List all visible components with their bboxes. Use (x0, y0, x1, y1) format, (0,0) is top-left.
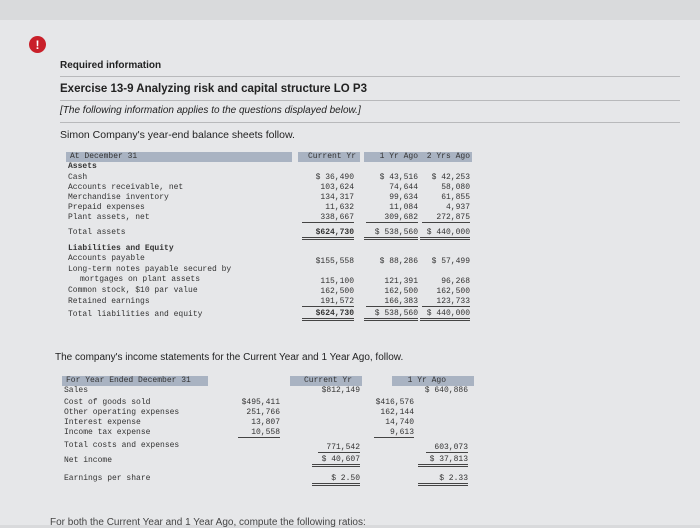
cell: 121,391 (384, 277, 418, 286)
cell: $ 40,607 (312, 455, 360, 467)
row-label: Prepaid expenses (68, 203, 145, 212)
alert-icon: ! (29, 36, 46, 53)
cell: $624,730 (302, 309, 354, 321)
cell: 9,613 (374, 428, 414, 438)
cell: 58,080 (441, 183, 470, 192)
row-label: Common stock, $10 par value (68, 286, 198, 295)
cell: $155,558 (315, 257, 354, 266)
exercise-title: Exercise 13-9 Analyzing risk and capital structure LO P3 (60, 83, 368, 95)
cell: $ 2.50 (312, 474, 360, 486)
row-label: Total assets (68, 228, 126, 237)
row-label: Retained earnings (68, 297, 150, 306)
row-label: Cost of goods sold (64, 398, 151, 407)
cell: $ 640,886 (424, 386, 468, 395)
divider (60, 122, 680, 123)
divider (60, 100, 680, 101)
row-label: Net income (64, 456, 113, 465)
cell: $ 440,000 (420, 228, 470, 240)
cell: $ 538,560 (364, 309, 418, 321)
col-1yr: 1 Yr Ago (407, 376, 446, 385)
row-label: Other operating expenses (64, 408, 180, 417)
cell: 338,667 (302, 213, 354, 223)
income-intro-text: The company's income statements for the Current Year and 1 Year Ago, follow. (55, 352, 404, 363)
row-label: Sales (64, 386, 89, 395)
cell: $ 2.33 (418, 474, 468, 486)
cell: 11,632 (325, 203, 354, 212)
cell: 14,740 (385, 418, 414, 427)
col-2yr: 2 Yrs Ago (426, 152, 470, 161)
cell: 74,644 (389, 183, 418, 192)
col-current: Current Yr (303, 376, 352, 385)
cell: 123,733 (422, 297, 470, 307)
cell: 309,682 (366, 213, 418, 223)
cell: $812,149 (321, 386, 360, 395)
row-label: Earnings per share (64, 474, 151, 483)
liab-equity-label: Liabilities and Equity (68, 244, 174, 253)
cell: $624,730 (302, 228, 354, 240)
cell: $ 43,516 (379, 173, 418, 182)
cell: 162,500 (436, 287, 470, 296)
cell: 272,875 (422, 213, 470, 223)
cell: $ 36,490 (315, 173, 354, 182)
cell: 103,624 (320, 183, 354, 192)
col-current: Current Yr (307, 152, 356, 161)
cell: 96,268 (441, 277, 470, 286)
balance-sheet-table (66, 152, 476, 327)
cell: 166,383 (366, 297, 418, 307)
cell: $ 88,286 (379, 257, 418, 266)
cell: 99,634 (389, 193, 418, 202)
cell: $ 42,253 (431, 173, 470, 182)
required-info-heading: Required information (60, 60, 162, 71)
cell: 11,084 (389, 203, 418, 212)
cell: 61,855 (441, 193, 470, 202)
cell: 134,317 (320, 193, 354, 202)
next-prompt-text: For both the Current Year and 1 Year Ago, compute the following ratios: (50, 517, 366, 528)
cell: 162,144 (380, 408, 414, 417)
cell: $495,411 (241, 398, 280, 407)
row-label: Cash (68, 173, 88, 182)
row-label: Merchandise inventory (68, 193, 169, 202)
cell: 162,500 (384, 287, 418, 296)
divider (60, 76, 680, 77)
row-label: Income tax expense (64, 428, 151, 437)
cell: $ 538,560 (364, 228, 418, 240)
row-label: Accounts receivable, net (68, 183, 184, 192)
intro-note: [The following information applies to the questions displayed below.] (60, 105, 361, 116)
row-label: Total costs and expenses (64, 441, 180, 450)
cell: 13,807 (251, 418, 280, 427)
row-label: Accounts payable (68, 254, 145, 263)
row-label: Interest expense (64, 418, 141, 427)
cell: $ 440,000 (420, 309, 470, 321)
income-statement-table (62, 376, 482, 506)
cell: 115,100 (320, 277, 354, 286)
row-label: Plant assets, net (68, 213, 150, 222)
row-label: mortgages on plant assets (80, 275, 201, 284)
cell: $ 57,499 (431, 257, 470, 266)
row-label: Long-term notes payable secured by (68, 265, 232, 274)
cell: 191,572 (302, 297, 354, 307)
cell: $ 37,813 (418, 455, 468, 467)
cell: 251,766 (246, 408, 280, 417)
cell: 4,937 (445, 203, 470, 212)
balance-title: At December 31 (70, 152, 138, 161)
assets-label: Assets (68, 162, 97, 171)
lead-text: Simon Company's year-end balance sheets follow. (60, 129, 295, 141)
cell: 603,073 (426, 443, 468, 453)
cell: $416,576 (375, 398, 414, 407)
cell: 10,558 (238, 428, 280, 438)
cell: 771,542 (318, 443, 360, 453)
cell: 162,500 (320, 287, 354, 296)
row-label: Total liabilities and equity (68, 310, 203, 319)
col-1yr: 1 Yr Ago (379, 152, 418, 161)
income-title: For Year Ended December 31 (66, 376, 191, 385)
